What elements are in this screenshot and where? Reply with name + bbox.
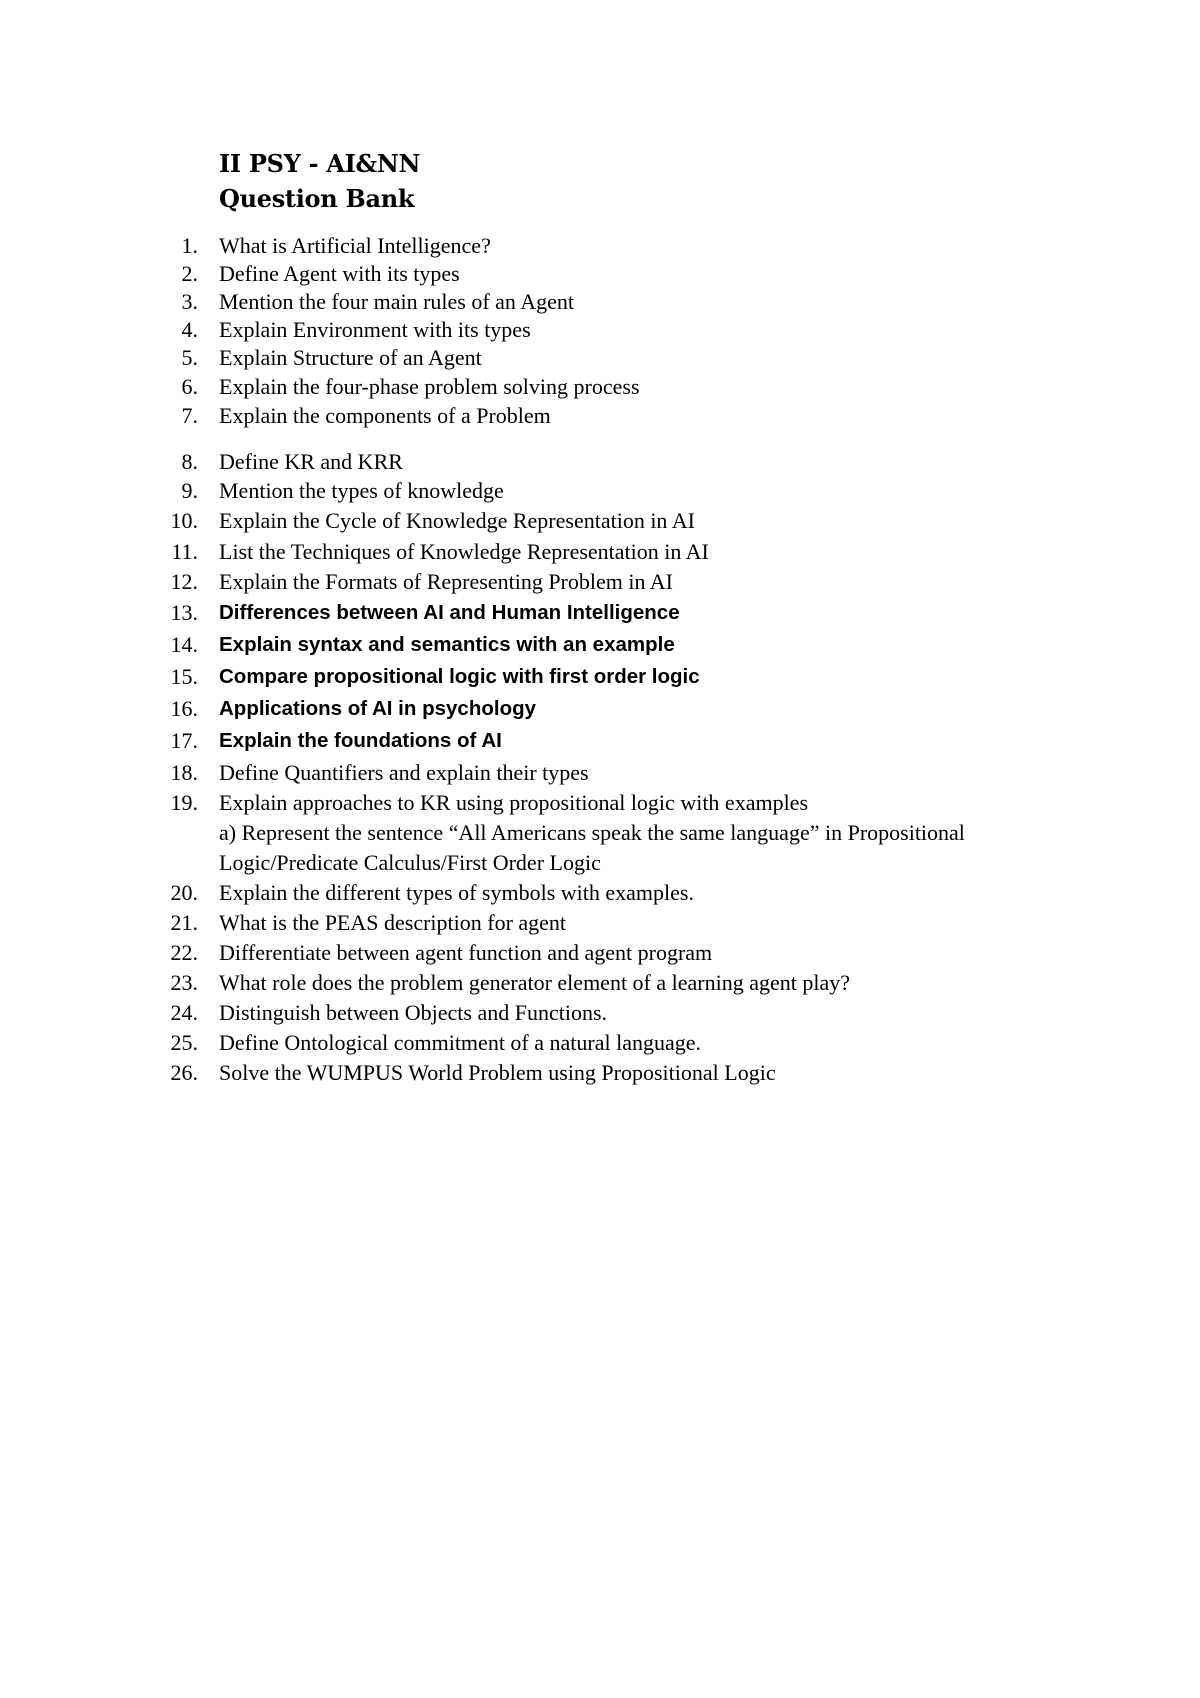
question-text: Explain the components of a Problem (219, 403, 551, 428)
question-text: Explain Environment with its types (219, 317, 531, 342)
question-number: 12. (170, 569, 198, 594)
question-item (0, 910, 1200, 940)
question-item (0, 569, 1200, 599)
question-text: Explain the different types of symbols with examples. (219, 880, 694, 905)
question-item (0, 1000, 1200, 1030)
question-text: Explain syntax and semantics with an example (219, 633, 675, 656)
question-text: Define Quantifiers and explain their types (219, 760, 589, 785)
question-number: 4. (181, 317, 198, 342)
question-text: Solve the WUMPUS World Problem using Propositional Logic (219, 1060, 776, 1085)
question-number: 9. (181, 478, 198, 503)
question-item (0, 1060, 1200, 1090)
question-number: 6. (181, 374, 198, 399)
question-subpart: a) Represent the sentence “All Americans speak the same language” in Propositional (219, 820, 965, 845)
question-number: 13. (170, 600, 198, 625)
question-item (0, 233, 1200, 263)
question-number: 21. (170, 910, 198, 935)
question-number: 22. (170, 940, 198, 965)
question-item (0, 696, 1200, 726)
question-text: Explain Structure of an Agent (219, 345, 482, 370)
question-text: Mention the types of knowledge (219, 478, 504, 503)
question-number: 25. (170, 1030, 198, 1055)
question-item (0, 261, 1200, 291)
question-item (0, 760, 1200, 790)
question-number: 3. (181, 289, 198, 314)
question-text: Differences between AI and Human Intelligence (219, 601, 680, 624)
question-text: What role does the problem generator element of a learning agent play? (219, 970, 851, 995)
question-item (0, 940, 1200, 970)
question-text: Explain approaches to KR using propositional logic with examples (219, 790, 809, 815)
document-title: II PSY - AI&NN (219, 149, 421, 178)
question-item (0, 970, 1200, 1000)
document-subtitle: Question Bank (219, 184, 415, 213)
question-number: 5. (181, 345, 198, 370)
question-item (0, 289, 1200, 319)
question-item (0, 664, 1200, 694)
question-item (0, 449, 1200, 479)
question-number: 1. (181, 233, 198, 258)
question-item (0, 539, 1200, 569)
question-item (0, 345, 1200, 375)
question-item (0, 403, 1200, 433)
question-text: Compare propositional logic with first order logic (219, 665, 700, 688)
question-text: Applications of AI in psychology (219, 697, 537, 720)
question-text: Explain the foundations of AI (219, 729, 502, 752)
question-number: 2. (181, 261, 198, 286)
question-number: 24. (170, 1000, 198, 1025)
question-number: 14. (170, 632, 198, 657)
question-number: 16. (170, 696, 198, 721)
question-text: Define Agent with its types (219, 261, 460, 286)
question-item (0, 1030, 1200, 1060)
question-number: 8. (181, 449, 198, 474)
question-text: Explain the Cycle of Knowledge Representation in AI (219, 508, 695, 533)
question-number: 26. (170, 1060, 198, 1085)
question-number: 11. (171, 539, 198, 564)
question-item (0, 632, 1200, 662)
question-text: Define KR and KRR (219, 449, 403, 474)
question-item (0, 600, 1200, 630)
question-text: Differentiate between agent function and agent program (219, 940, 713, 965)
question-item (0, 728, 1200, 758)
question-number: 17. (170, 728, 198, 753)
question-text: Define Ontological commitment of a natural language. (219, 1030, 702, 1055)
question-number: 7. (181, 403, 198, 428)
question-number: 10. (170, 508, 198, 533)
question-number: 20. (170, 880, 198, 905)
question-subpart-continuation: Logic/Predicate Calculus/First Order Logic (219, 850, 601, 875)
question-text: Explain the Formats of Representing Problem in AI (219, 569, 673, 594)
question-item (0, 374, 1200, 404)
question-number: 15. (170, 664, 198, 689)
question-text: What is Artificial Intelligence? (219, 233, 491, 258)
question-item (0, 508, 1200, 538)
question-text: Mention the four main rules of an Agent (219, 289, 574, 314)
question-text: Explain the four-phase problem solving process (219, 374, 640, 399)
question-item (0, 317, 1200, 347)
question-number: 19. (170, 790, 198, 815)
question-number: 23. (170, 970, 198, 995)
question-item (0, 790, 1200, 820)
question-text: List the Techniques of Knowledge Representation in AI (219, 539, 709, 564)
question-text: What is the PEAS description for agent (219, 910, 567, 935)
question-text: Distinguish between Objects and Functions. (219, 1000, 608, 1025)
question-item (0, 880, 1200, 910)
question-number: 18. (170, 760, 198, 785)
question-item (0, 478, 1200, 508)
